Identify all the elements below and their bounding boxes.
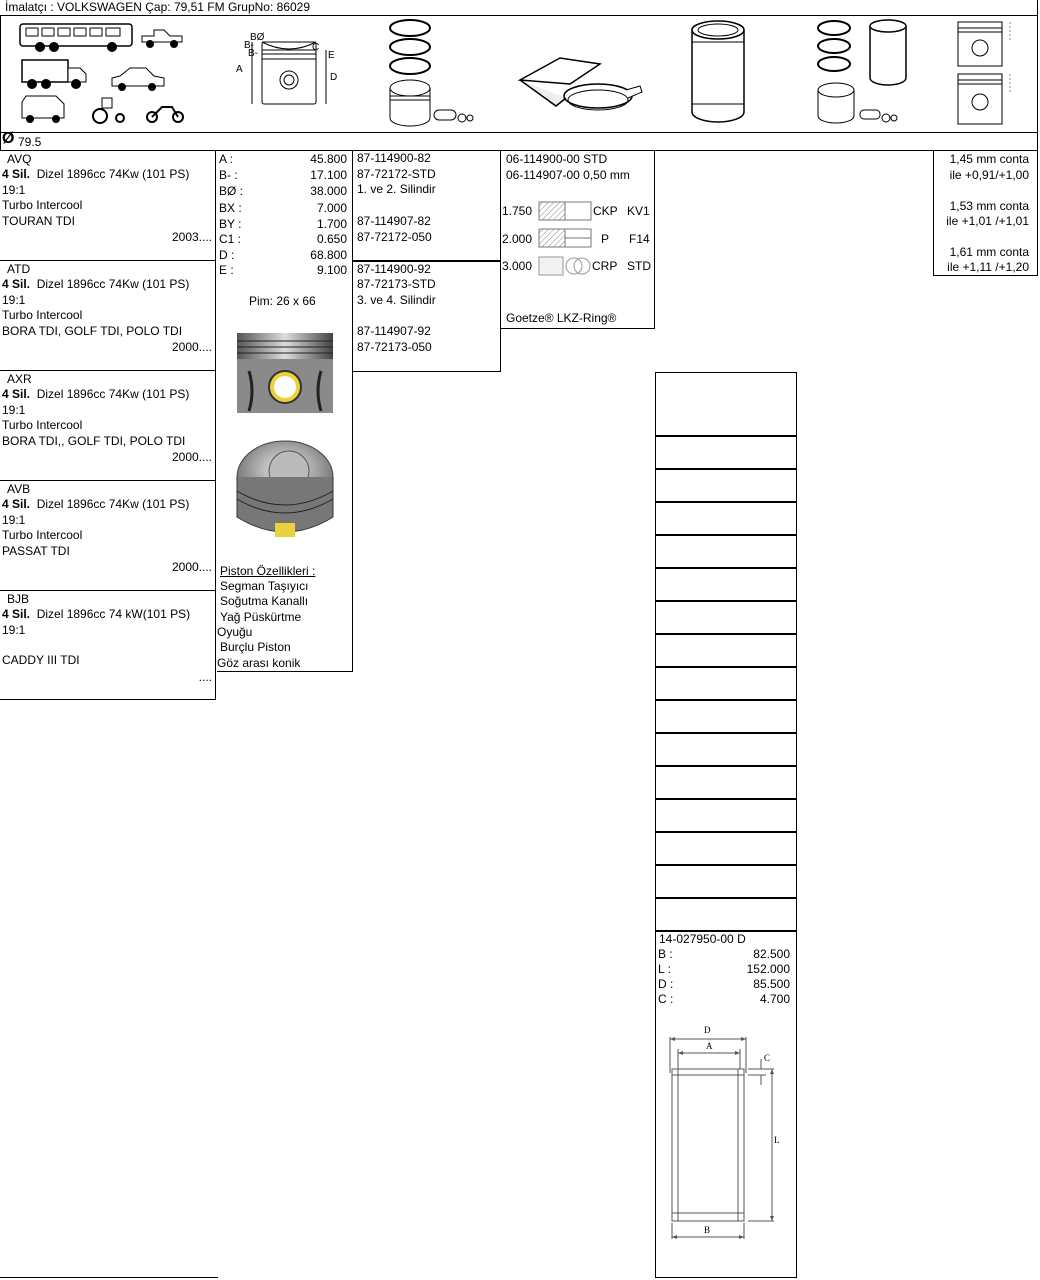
spec-key: D : (658, 977, 674, 991)
spec-value: 68.800 (310, 248, 347, 262)
part-number: 87-72172-STD (357, 167, 436, 181)
engine-models: PASSAT TDI (2, 543, 70, 558)
piston-feature: Burçlu Piston (220, 640, 291, 654)
spec-key: B- : (219, 168, 238, 182)
piston-dimensions-diagram-icon (232, 28, 342, 108)
engine-cylinders: 4 Sil. (2, 607, 31, 622)
spec-row (217, 168, 349, 183)
engine-entry (2, 372, 212, 476)
dim-label-bo: BØ (250, 32, 265, 43)
gasket-line: 1,61 mm conta (949, 245, 1029, 259)
ring-code: KV1 (627, 204, 650, 218)
spec-row (217, 201, 349, 216)
ring-brand: Goetze® LKZ-Ring® (506, 311, 617, 325)
liner-grid-line (656, 831, 796, 833)
spec-row (217, 232, 349, 247)
engine-column-right-border (215, 151, 216, 700)
liner-grid-line (656, 600, 796, 602)
rings-and-piston-icon (384, 18, 474, 130)
ring-compressor-tool-icon (518, 50, 648, 120)
part-number: 87-114900-82 (357, 151, 431, 165)
liner-grid-line (656, 798, 796, 800)
ring-code: STD (627, 259, 651, 273)
spec-row (217, 152, 349, 167)
liner-label-b: B (704, 1225, 711, 1235)
ring-type: CRP (592, 259, 618, 273)
cylinder-note: 3. ve 4. Silindir (357, 293, 436, 307)
gasket-box (933, 151, 1038, 276)
spec-row (217, 217, 349, 232)
icons-divider (0, 132, 1038, 133)
diameter-symbol: Ø (2, 130, 15, 147)
engine-divider (0, 370, 216, 371)
engine-cylinders: 4 Sil. (2, 167, 31, 182)
piston-photo-side (235, 331, 335, 415)
engine-year: .... (198, 670, 212, 684)
dim-label-b1: B- (244, 40, 254, 51)
piston-feature: Soğutma Kanallı (220, 594, 309, 608)
engine-code: ATD (7, 262, 31, 276)
engine-desc: Dizel 1896cc 74Kw (101 PS) 19:1 (2, 497, 190, 527)
left-border (0, 15, 1, 150)
liner-grid-line (656, 864, 796, 866)
liner-grid-line (656, 897, 796, 899)
engine-models: BORA TDI,, GOLF TDI, POLO TDI (2, 433, 186, 448)
gasket-line: ile +1,01 /+1,01 (946, 214, 1029, 228)
gasket-line: ile +1,11 /+1,20 (947, 260, 1029, 274)
piston-parts-box (352, 151, 501, 372)
engine-divider (0, 480, 216, 481)
engine-cylinders: 4 Sil. (2, 497, 31, 512)
part-number: 87-114907-92 (357, 324, 431, 338)
spec-key: A : (219, 152, 234, 166)
engine-desc: Dizel 1896cc 74Kw (101 PS) 19:1 (2, 387, 190, 417)
spec-key: C1 : (219, 232, 242, 246)
liner-grid-line (656, 435, 796, 437)
ring-type: CKP (593, 204, 618, 218)
cylinder-liner-icon (686, 18, 750, 128)
engine-type: Turbo Intercool (2, 418, 83, 433)
piston-features-title: Piston Özellikleri : (220, 564, 316, 578)
spec-row (217, 263, 349, 278)
ring-width: 1.750 (502, 204, 533, 218)
liner-grid-line (656, 534, 796, 536)
liner-spec-row (656, 992, 794, 1007)
liner-box (655, 372, 797, 1278)
ring-width: 2.000 (502, 232, 533, 246)
engine-type: Turbo Intercool (2, 528, 83, 543)
piston-photo-top (235, 437, 335, 541)
header-text: İmalatçı : VOLKSWAGEN Çap: 79,51 FM GrupNo: 86029 (5, 0, 311, 14)
ring-set: 06-114907-00 0,50 mm (506, 168, 630, 182)
liner-grid-line (656, 501, 796, 503)
spec-key: BX : (219, 201, 242, 215)
spec-value: 9.100 (316, 263, 347, 277)
spec-value: 4.700 (759, 992, 790, 1006)
engine-entry (2, 482, 212, 586)
piston-feature: Segman Taşıyıcı (220, 579, 309, 593)
engine-desc: Dizel 1896cc 74Kw (101 PS) 19:1 (2, 167, 190, 197)
liner-label-a: A (706, 1041, 713, 1051)
compression-ring-icon (538, 201, 592, 221)
vehicle-types-icon (18, 20, 198, 130)
spec-row (217, 184, 349, 199)
engine-divider (0, 590, 216, 591)
spec-row (217, 248, 349, 263)
piston-side-views-icon (952, 18, 1022, 128)
spec-key: B : (658, 947, 673, 961)
engine-code: AVQ (7, 152, 32, 166)
spec-value: 17.100 (310, 168, 347, 182)
engine-entry (2, 152, 212, 256)
piston-specs-box (217, 151, 353, 672)
pin-size: Pim: 26 x 66 (249, 294, 316, 308)
dim-label-b2: B- (248, 48, 258, 59)
oil-ring-icon (538, 256, 592, 276)
piston-feature: Göz arası konik (217, 656, 301, 670)
engine-cylinders: 4 Sil. (2, 277, 31, 292)
liner-label-l: L (774, 1135, 780, 1145)
liner-grid-line (656, 666, 796, 668)
liner-grid-line (656, 633, 796, 635)
liner-spec-row (656, 947, 794, 962)
engine-models: TOURAN TDI (2, 213, 75, 228)
liner-grid-line (656, 732, 796, 734)
engine-desc: Dizel 1896cc 74 kW(101 PS) 19:1 (2, 607, 191, 637)
spec-value: 1.700 (316, 217, 347, 231)
spec-value: 85.500 (753, 977, 790, 991)
engine-cylinders: 4 Sil. (2, 387, 31, 402)
spec-key: C : (658, 992, 674, 1006)
piston-kit-icon (814, 18, 914, 130)
engine-code: BJB (7, 592, 30, 606)
liner-label-d: D (704, 1025, 711, 1035)
spec-value: 38.000 (310, 184, 347, 198)
ring-width: 3.000 (502, 259, 533, 273)
spec-value: 45.800 (310, 152, 347, 166)
part-number: 87-114900-92 (357, 262, 431, 276)
piston-feature: Yağ Püskürtme (220, 610, 302, 624)
part-number: 87-72172-050 (357, 230, 432, 244)
liner-label-c: C (764, 1053, 771, 1063)
ring-set: 06-114900-00 STD (506, 152, 608, 166)
engine-code: AVB (7, 482, 31, 496)
liner-grid-line (656, 567, 796, 569)
liner-spec-row (656, 977, 794, 992)
gasket-line: ile +0,91/+1,00 (949, 168, 1029, 182)
engine-year: 2000.... (171, 560, 212, 574)
ring-type: P (601, 232, 610, 246)
engine-entry (2, 262, 212, 366)
engine-divider (0, 260, 216, 261)
part-number: 87-114907-82 (357, 214, 431, 228)
engine-type (2, 638, 212, 653)
piston-feature: Oyuğu (217, 625, 253, 639)
liner-grid-line (656, 765, 796, 767)
engine-year: 2003.... (171, 230, 212, 244)
engine-code: AXR (7, 372, 32, 386)
dim-label-c: C (312, 42, 320, 53)
bottom-border (0, 1277, 218, 1278)
spec-value: 7.000 (316, 201, 347, 215)
engine-desc: Dizel 1896cc 74Kw (101 PS) 19:1 (2, 277, 190, 307)
gasket-line: 1,45 mm conta (949, 152, 1029, 166)
spec-key: BY : (219, 217, 242, 231)
spec-value: 0.650 (316, 232, 347, 246)
engine-models: BORA TDI, GOLF TDI, POLO TDI (2, 323, 183, 338)
engine-type: Turbo Intercool (2, 198, 83, 213)
engine-models: CADDY III TDI (2, 653, 80, 668)
gasket-line: 1,53 mm conta (949, 199, 1029, 213)
second-ring-icon (538, 228, 592, 248)
liner-dimension-diagram (666, 1023, 791, 1248)
engine-year: 2000.... (171, 450, 212, 464)
dim-label-a: A (236, 64, 243, 75)
ring-code: F14 (629, 232, 650, 246)
cylinder-note: 1. ve 2. Silindir (357, 182, 436, 196)
diameter-value: 79.5 (18, 135, 42, 149)
engine-divider (0, 699, 216, 700)
liner-part-number: 14-027950-00 D (659, 932, 746, 946)
spec-value: 152.000 (746, 962, 790, 976)
liner-grid-line (656, 699, 796, 701)
spec-value: 82.500 (753, 947, 790, 961)
spec-key: D : (219, 248, 235, 262)
part-number: 87-72173-STD (357, 277, 436, 291)
rings-box (500, 151, 655, 329)
part-number: 87-72173-050 (357, 340, 432, 354)
dim-label-e: E (328, 50, 335, 61)
dim-label-d: D (330, 72, 338, 83)
liner-spec-row (656, 962, 794, 977)
engine-entry (2, 592, 212, 696)
spec-key: BØ : (219, 184, 244, 198)
engine-column (0, 151, 217, 701)
engine-year: 2000.... (171, 340, 212, 354)
spec-key: L : (658, 962, 671, 976)
header-divider (0, 15, 1038, 16)
engine-type: Turbo Intercool (2, 308, 83, 323)
spec-key: E : (219, 263, 234, 277)
liner-grid-line (656, 468, 796, 470)
